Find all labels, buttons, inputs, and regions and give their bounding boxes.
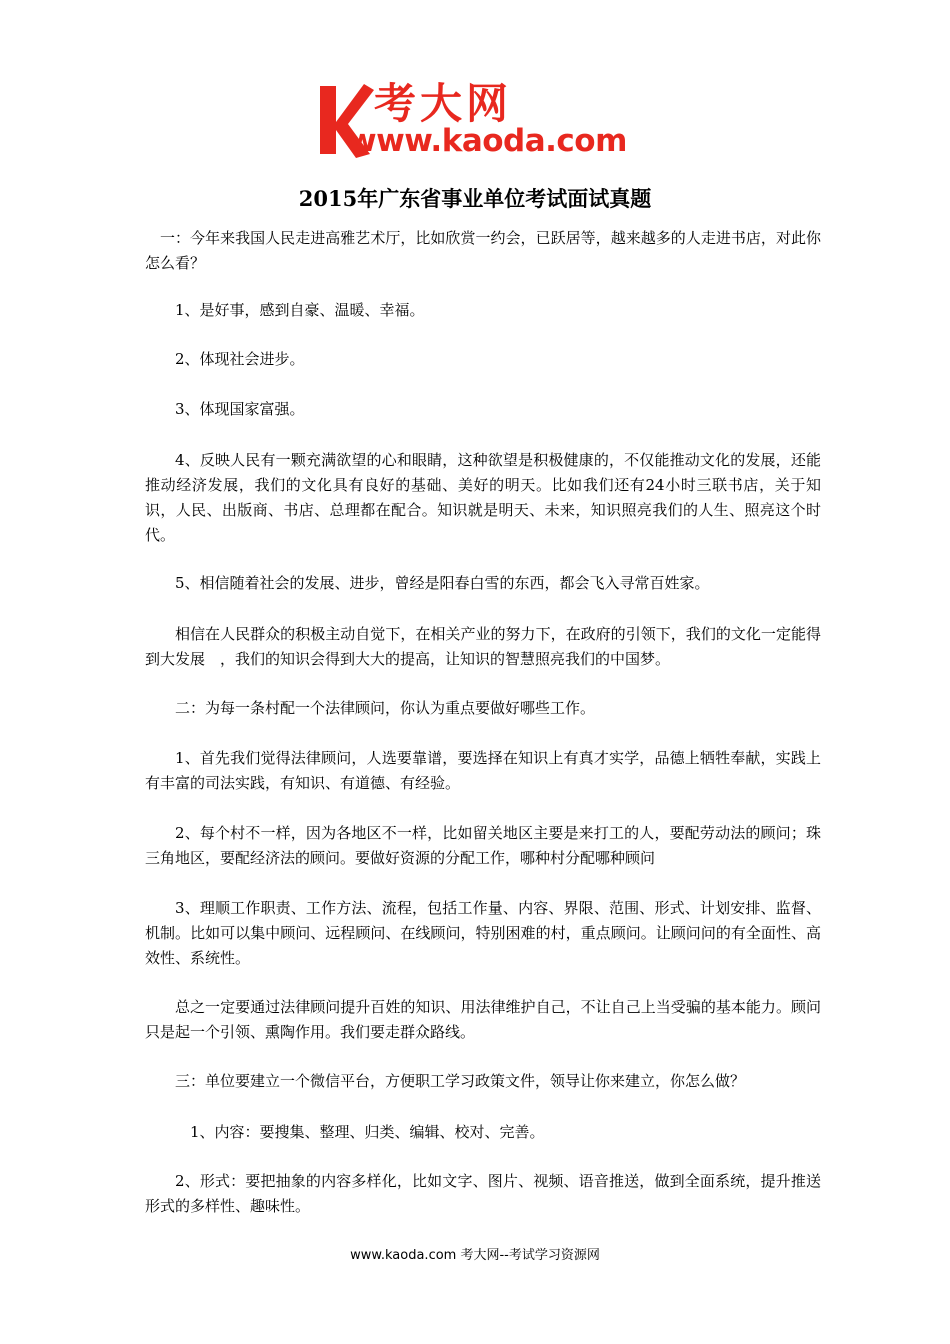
paragraph: 2、每个村不一样，因为各地区不一样，比如留关地区主要是来打工的人，要配劳动法的顾问；珠三角地区，要配经济法的顾问。要做好资源的分配工作，哪种村分配哪种顾问 xyxy=(145,824,821,867)
paragraph: 1、是好事，感到自豪、温暖、幸福。 xyxy=(175,301,425,319)
paragraph: 4、反映人民有一颗充满欲望的心和眼睛，这种欲望是积极健康的，不仅能推动文化的发展，还能推动经济发展，我们的文化具有良好的基础、美好的明天。比如我们还有24小时三联书店，关于知识，人民、出版商、书店、总理都在配合。知识就是明天、未来，知识照亮我们的人生、照亮这个时代。 xyxy=(145,451,821,544)
question-2: 二：为每一条村配一个法律顾问，你认为重点要做好哪些工作。 xyxy=(175,699,596,717)
paragraph: 1、首先我们觉得法律顾问，人选要靠谱，要选择在知识上有真才实学，品德上牺牲奉献，实践上有丰富的司法实践，有知识、有道德、有经验。 xyxy=(145,749,821,792)
page-title: 2015年广东省事业单位考试面试真题 xyxy=(298,186,652,211)
page-footer: www.kaoda.com 考大网--考试学习资源网 xyxy=(350,1248,600,1263)
paragraph: 1、内容：要搜集、整理、归类、编辑、校对、完善。 xyxy=(190,1123,545,1141)
paragraph: 3、理顺工作职责、工作方法、流程，包括工作量、内容、界限、范围、形式、计划安排、监督、机制。比如可以集中顾问、远程顾问、在线顾问，特别困难的村，重点顾问。让顾问问的有全面性、高效性、系统性。 xyxy=(145,899,821,967)
logo-url-text: www.kaoda.com xyxy=(348,123,627,159)
paragraph: 5、相信随着社会的发展、进步，曾经是阳春白雪的东西，都会飞入寻常百姓家。 xyxy=(175,574,710,592)
question-3: 三：单位要建立一个微信平台，方便职工学习政策文件，领导让你来建立，你怎么做？ xyxy=(175,1072,746,1090)
paragraph: 总之一定要通过法律顾问提升百姓的知识、用法律维护自己，不让自己上当受骗的基本能力。顾问只是起一个引领、熏陶作用。我们要走群众路线。 xyxy=(145,998,821,1041)
site-logo xyxy=(314,78,644,162)
question-1: 一：今年来我国人民走进高雅艺术厅，比如欣赏一约会，已跃居等，越来越多的人走进书店，对此你怎么看？ xyxy=(145,229,821,272)
paragraph: 2、形式：要把抽象的内容多样化，比如文字、图片、视频、语音推送，做到全面系统，提升推送形式的多样性、趣味性。 xyxy=(145,1172,821,1215)
paragraph: 3、体现国家富强。 xyxy=(175,400,305,418)
paragraph: 相信在人民群众的积极主动自觉下，在相关产业的努力下，在政府的引领下，我们的文化一定能得到大发展 ，我们的知识会得到大大的提高，让知识的智慧照亮我们的中国梦。 xyxy=(145,625,821,668)
paragraph: 2、体现社会进步。 xyxy=(175,350,305,368)
logo-brand-text: 考大网 xyxy=(374,79,513,128)
